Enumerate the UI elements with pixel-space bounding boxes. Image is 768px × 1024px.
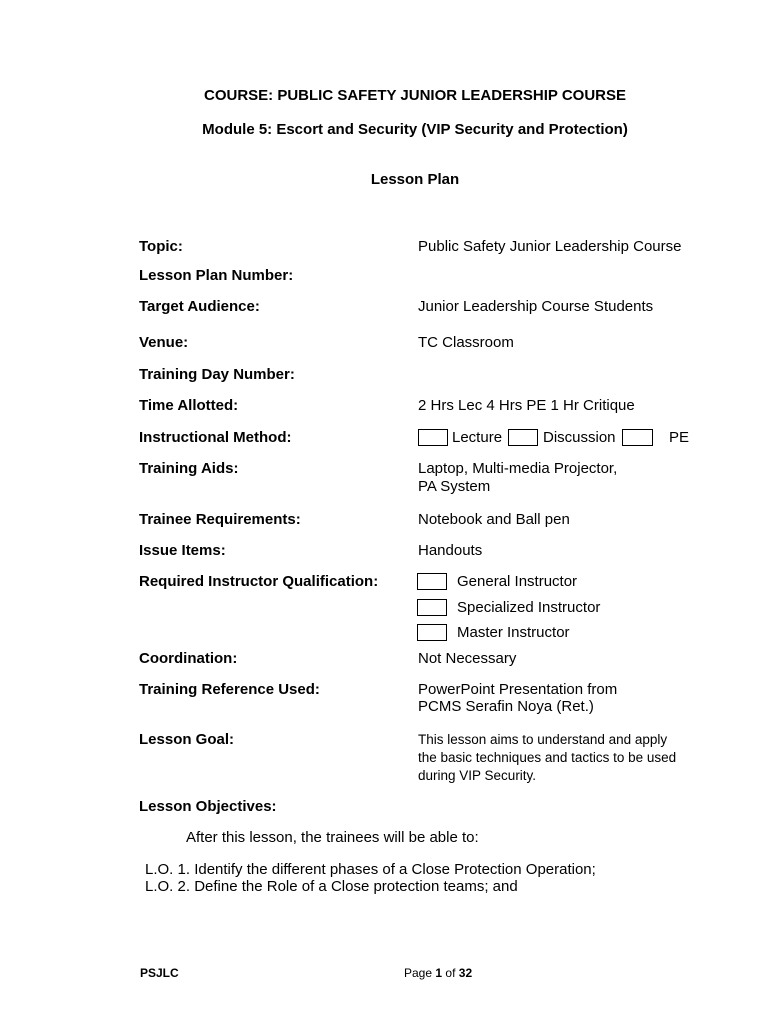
module-title: Module 5: Escort and Security (VIP Security and Protection) [202, 121, 628, 138]
lesson-goal-line-3: during VIP Security. [418, 768, 537, 783]
specialized-instructor-checkbox[interactable] [417, 599, 447, 616]
coordination-label: Coordination: [139, 650, 238, 667]
lesson-plan-number-label: Lesson Plan Number: [139, 267, 294, 284]
pe-label: PE [669, 429, 690, 446]
venue-label: Venue: [139, 334, 189, 351]
footer-course-code: PSJLC [140, 966, 179, 980]
issue-items-label: Issue Items: [139, 542, 226, 559]
training-day-number-label: Training Day Number: [139, 366, 295, 383]
training-reference-line-2: PCMS Serafin Noya (Ret.) [418, 698, 594, 715]
page-current: 1 [435, 966, 443, 980]
target-audience-label: Target Audience: [139, 298, 260, 315]
coordination-value: Not Necessary [418, 650, 517, 667]
instructor-qualification-label: Required Instructor Qualification: [139, 573, 379, 590]
objective-item-2: L.O. 2. Define the Role of a Close protection teams; and [145, 878, 518, 895]
time-allotted-label: Time Allotted: [139, 397, 239, 414]
discussion-label: Discussion [543, 429, 616, 446]
instructional-method-label: Instructional Method: [139, 429, 292, 446]
general-instructor-checkbox[interactable] [417, 573, 447, 590]
training-reference-label: Training Reference Used: [139, 681, 320, 698]
objectives-intro: After this lesson, the trainees will be able to: [186, 829, 479, 846]
page-prefix: Page [404, 966, 433, 980]
venue-value: TC Classroom [418, 334, 514, 351]
objective-item-1: L.O. 1. Identify the different phases of a Close Protection Operation; [145, 861, 596, 878]
lesson-plan-title: Lesson Plan [370, 171, 460, 188]
specialized-instructor-label: Specialized Instructor [457, 599, 601, 616]
master-instructor-checkbox[interactable] [417, 624, 447, 641]
issue-items-value: Handouts [418, 542, 483, 559]
training-aids-line-2: PA System [418, 478, 491, 495]
training-reference-line-1: PowerPoint Presentation from [418, 681, 618, 698]
lecture-checkbox[interactable] [418, 429, 448, 446]
lesson-goal-label: Lesson Goal: [139, 731, 235, 748]
page-total: 32 [458, 966, 473, 980]
course-title: COURSE: PUBLIC SAFETY JUNIOR LEADERSHIP COURSE [204, 87, 626, 104]
discussion-checkbox[interactable] [508, 429, 538, 446]
master-instructor-label: Master Instructor [457, 624, 570, 641]
time-allotted-value: 2 Hrs Lec 4 Hrs PE 1 Hr Critique [418, 397, 635, 414]
topic-value: Public Safety Junior Leadership Course [418, 238, 682, 255]
lesson-goal-line-1: This lesson aims to understand and apply [418, 732, 668, 747]
lesson-objectives-heading: Lesson Objectives: [139, 798, 277, 815]
page-number [404, 966, 472, 980]
page-of: of [445, 966, 456, 980]
lecture-label: Lecture [452, 429, 503, 446]
topic-label: Topic: [139, 238, 183, 255]
general-instructor-label: General Instructor [457, 573, 578, 590]
pe-checkbox[interactable] [622, 429, 653, 446]
training-aids-line-1: Laptop, Multi-media Projector, [418, 460, 618, 477]
trainee-requirements-value: Notebook and Ball pen [418, 511, 570, 528]
target-audience-value: Junior Leadership Course Students [418, 298, 654, 315]
training-aids-label: Training Aids: [139, 460, 239, 477]
lesson-goal-line-2: the basic techniques and tactics to be used [418, 750, 677, 765]
trainee-requirements-label: Trainee Requirements: [139, 511, 301, 528]
